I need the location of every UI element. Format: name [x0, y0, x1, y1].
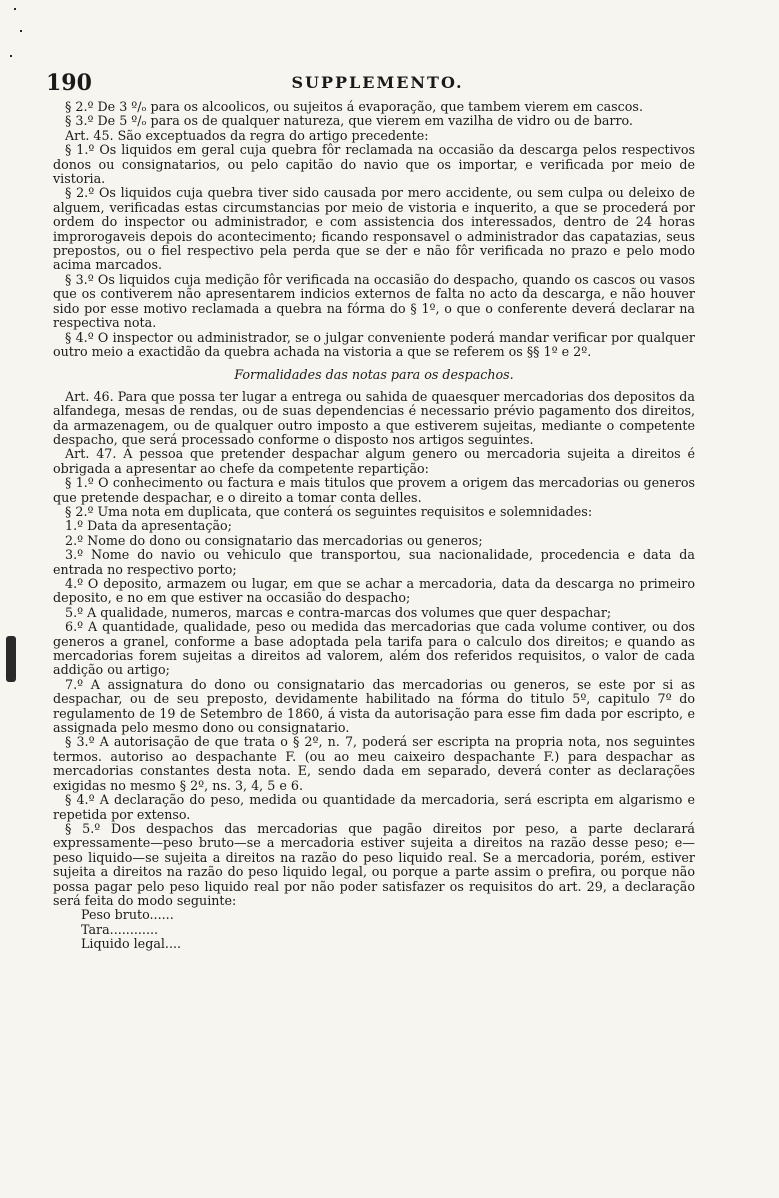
list-item: 6.º A quantidade, qualidade, peso ou medida das mercadorias que cada volume contiver, ou dos generos a granel, conforme a base adoptada pela tarifa para o calculo dos direitos; e quando as mercadorias forem sujeitas a direitos ad valorem, além dos referidos requisitos, o valor de cada addição ou artigo;: [53, 619, 695, 678]
binding-mark: [10, 55, 12, 57]
paragraph: § 2.º De 3 º/ₒ para os alcoolicos, ou sujeitos á evaporação, que tambem vierem em cascos.: [65, 99, 643, 114]
paragraph: § 3.º De 5 º/ₒ para os de qualquer natureza, que vierem em vazilha de vidro ou de barro.: [65, 113, 633, 129]
binding-mark: [20, 30, 22, 32]
paragraph: Art. 45. São exceptuados da regra do artigo precedente:: [65, 127, 429, 143]
paragraph: § 1.º Os liquidos em geral cuja quebra fôr reclamada na occasião da descarga pelos respectivos donos ou consignatarios, ou pelo capitão do navio que os importar, e verificada por meio de vistoria.: [53, 142, 695, 187]
running-title: SUPPLEMENTO.: [291, 73, 464, 92]
binding-mark: [6, 636, 16, 682]
paragraph: § 4.º O inspector ou administrador, se o julgar conveniente poderá mandar verificar por qualquer outro meio a exactidão da quebra achada na vistoria a que se referem os §§ 1º e 2º.: [53, 329, 695, 359]
page-number: 190: [46, 70, 92, 96]
paragraph: § 1.º O conhecimento ou factura e mais titulos que provem a origem das mercadorias ou generos que pretende despachar, e o direito a tomar conta delles.: [53, 475, 695, 505]
paragraph: § 2.º Uma nota em duplicata, que conterá os seguintes requisitos e solemnidades:: [65, 503, 593, 519]
form-line: Peso bruto......: [81, 907, 174, 923]
list-item: 4.º O deposito, armazem ou lugar, em que se achar a mercadoria, data da descarga no primeiro deposito, e no em que estiver na occasião do despacho;: [53, 576, 695, 606]
list-item: 2.º Nome do dono ou consignatario das mercadorias ou generos;: [65, 532, 483, 548]
list-item: 7.º A assignatura do dono ou consignatario das mercadorias ou generos, se este por si as despachar, ou de seu preposto, devidamente habilitado na fórma do titulo 5º, capitulo 7º do regulamento de 19 de Setembro de 1860, á vista da autorisação para esse fim dada por escripto, e assignada pelo mesmo dono ou consignatario.: [53, 676, 695, 736]
page-header: [46, 70, 709, 98]
paragraph: § 3.º Os liquidos cuja medição fôr verificada na occasião do despacho, quando os cascos ou vasos que os contiverem não apresentarem indicios externos de falta no acto da descarga, e não houver sido por esse motivo reclamada a quebra na fórma do § 1º, o que o conferente deverá declarar na respectiva nota.: [53, 271, 695, 331]
paragraph: Art. 47. A pessoa que pretender despachar algum genero ou mercadoria sujeita a direitos é obrigada a apresentar ao chefe da competente repartição:: [53, 446, 695, 476]
binding-mark: [14, 8, 16, 10]
page-body: [53, 100, 695, 952]
paragraph: Art. 46. Para que possa ter lugar a entrega ou sahida de quaesquer mercadorias dos depositos da alfandega, mesas de rendas, ou de suas dependencias é necessario prévio pagamento dos direitos, da armazenagem, ou de qualquer outro imposto a que estiverem sujeitas, mediante o competente despacho, que será processado conforme o disposto nos artigos seguintes.: [53, 388, 695, 447]
paragraph: § 5.º Dos despachos das mercadorias que pagão direitos por peso, a parte declarará expressamente—peso bruto—se a mercadoria estiver sujeita a direitos na razão desse peso; e—peso liquido—se sujeita a direitos na razão do peso liquido real. Se a mercadoria, porém, estiver sujeita a direitos na razão do peso liquido legal, ou porque a parte assim o prefira, ou porque não possa pagar pelo peso liquido real por não poder satisfazer os requisitos do art. 29, a declaração será feita do modo seguinte:: [53, 820, 695, 908]
paragraph: § 4.º A declaração do peso, medida ou quantidade da mercadoria, será escripta em algarismo e repetida por extenso.: [53, 792, 695, 822]
list-item: 5.º A qualidade, numeros, marcas e contra-marcas dos volumes que quer despachar;: [65, 604, 612, 620]
list-item: 1.º Data da apresentação;: [65, 518, 232, 534]
form-line: Liquido legal....: [81, 936, 182, 952]
paragraph: § 2.º Os liquidos cuja quebra tiver sido causada por mero accidente, ou sem culpa ou deleixo de alguem, verificadas estas circumstancias por meio de vistoria e inquerito, a que se procederá por ordem do inspector ou administrador, e com assistencia dos interessados, dentro de 24 horas improrogaveis depois do acontecimento; ficando responsavel o administrador das capatazias, seus prepostos, ou o fiel respectivo pela perda que se der e não fôr verificada no prazo e pelo modo acima marcados.: [53, 185, 695, 273]
section-title: Formalidades das notas para os despachos.: [234, 367, 514, 383]
paragraph: § 3.º A autorisação de que trata o § 2º, n. 7, poderá ser escripta na propria nota, nos seguintes termos. autoriso ao despachante F. (ou ao meu caixeiro despachante F.) para despachar as mercadorias constantes desta nota. E, sendo dada em separado, deverá conter as declarações exigidas no mesmo § 2º, ns. 3, 4, 5 e 6.: [53, 734, 695, 793]
form-line: Tara............: [81, 921, 159, 937]
list-item: 3.º Nome do navio ou vehiculo que transportou, sua nacionalidade, procedencia e data da entrada no respectivo porto;: [53, 547, 695, 577]
